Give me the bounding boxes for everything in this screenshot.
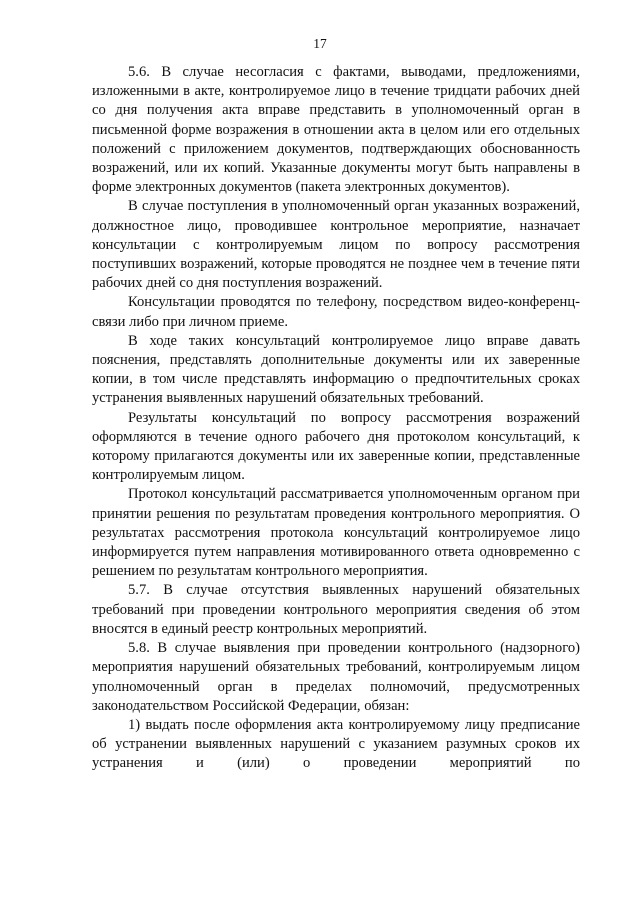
- paragraph-5-8: 5.8. В случае выявления при проведении контрольного (надзорного) мероприятия нарушений обязательных требований, контролируемым лицом уполномоченный орган в пределах полномочий, предусмотренных законодательством Российской Федерации, обязан:: [92, 640, 580, 714]
- paragraph-protocol-review: Протокол консультаций рассматривается уполномоченным органом при принятии решения по результатам проведения контрольного мероприятия. О результатах рассмотрения протокола консультаций контролируемое лицо информируется путем направления мотивированного ответа одновременно с решением по результатам контрольного мероприятия.: [92, 486, 580, 580]
- document-body: [92, 63, 580, 774]
- paragraph-consultation-results: Результаты консультаций по вопросу рассмотрения возражений оформляются в течение одного рабочего дня протоколом консультаций, к которому прилагаются документы или их заверенные копии, представленные контролируемым лицом.: [92, 409, 580, 484]
- paragraph-objections-received: В случае поступления в уполномоченный орган указанных возражений, должностное лицо, проводившее контрольное мероприятие, назначает консультации с контролируемым лицом по вопросу рассмотрения поступивших возражений, которые проводятся не позднее чем в течение пяти рабочих дней со дня поступления возражений.: [92, 198, 580, 292]
- page-number: 17: [313, 36, 327, 51]
- paragraph-consultation-rights: В ходе таких консультаций контролируемое лицо вправе давать пояснения, представлять дополнительные документы или их заверенные копии, в том числе представлять информацию о предпочтительных сроках устранения выявленных нарушений обязательных требований.: [92, 332, 580, 407]
- paragraph-consultation-format: Консультации проводятся по телефону, посредством видео-конференц-связи либо при личном приеме.: [92, 294, 580, 330]
- paragraph-item-1: 1) выдать после оформления акта контролируемому лицу предписание об устранении выявленных нарушений с указанием разумных сроков их устранения и (или) о проведении мероприятий по: [92, 716, 580, 772]
- paragraph-5-6: 5.6. В случае несогласия с фактами, выводами, предложениями, изложенными в акте, контролируемое лицо в течение тридцати рабочих дней со дня получения акта вправе представить в уполномоченный орган в письменной форме возражения в отношении акта в целом или его отдельных положений с приложением документов, подтверждающих обоснованность возражений, или их копий. Указанные документы могут быть направлены в форме электронных документов (пакета электронных документов).: [92, 64, 580, 196]
- paragraph-5-7: 5.7. В случае отсутствия выявленных нарушений обязательных требований при проведении контрольного мероприятия сведения об этом вносятся в единый реестр контрольных мероприятий.: [92, 582, 580, 637]
